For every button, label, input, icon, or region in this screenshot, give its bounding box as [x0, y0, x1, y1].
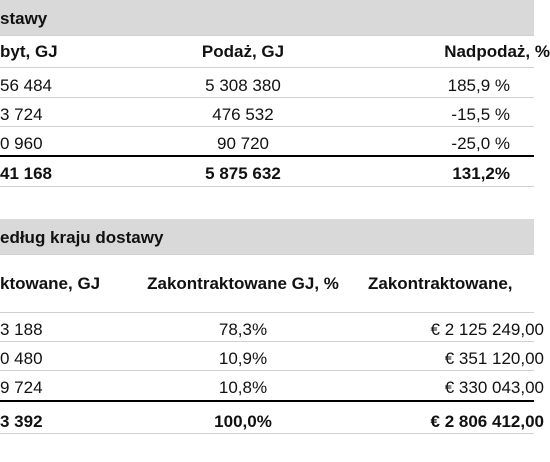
divider	[0, 67, 534, 68]
table2-row2-col1: 0 480	[0, 349, 43, 368]
table2-row1-col1: 3 188	[0, 320, 43, 339]
table2-total-col1: 3 392	[0, 412, 43, 431]
table1-title-band	[0, 0, 534, 35]
table1-row3-col1: 0 960	[0, 134, 43, 153]
divider	[0, 97, 534, 98]
divider	[0, 433, 534, 434]
divider	[0, 254, 534, 255]
table2-row3-col1: 9 724	[0, 378, 43, 397]
table1-total-col1: 41 168	[0, 164, 52, 183]
divider	[0, 186, 534, 187]
table1-header-col1: byt, GJ	[0, 42, 58, 61]
table2-total-col3: € 2 806 412,00	[430, 412, 544, 431]
divider	[0, 35, 534, 36]
table2-row1-col2: 78,3%	[218, 320, 268, 339]
table1-title: stawy	[0, 9, 48, 28]
table2-row2-col2: 10,9%	[218, 349, 268, 368]
total-divider	[0, 400, 534, 402]
divider	[0, 126, 534, 127]
table2-row3-col2: 10,8%	[218, 378, 268, 397]
divider	[0, 341, 534, 342]
table2-row1-col3: € 2 125 249,00	[430, 320, 544, 339]
table1-row1-col3: 185,9 %	[447, 76, 510, 95]
table2-row2-col3: € 351 120,00	[444, 349, 544, 368]
table2-row3-col3: € 330 043,00	[444, 378, 544, 397]
table2-header-col3: Zakontraktowane,	[368, 274, 513, 293]
divider	[0, 312, 534, 313]
table2-title: edług kraju dostawy	[0, 228, 164, 247]
table1-row3-col2: 90 720	[217, 134, 269, 153]
table1-header-col3: Nadpodaż, %	[444, 42, 550, 61]
table2-header-col1: ktowane, GJ	[0, 274, 101, 293]
table1-row2-col3: -15,5 %	[451, 105, 510, 124]
table1-total-col2: 5 875 632	[205, 164, 281, 183]
table2-total-col2: 100,0%	[214, 412, 272, 431]
table1-row2-col1: 3 724	[0, 105, 43, 124]
table1-row3-col3: -25,0 %	[451, 134, 510, 153]
divider	[0, 370, 534, 371]
table1-row2-col2: 476 532	[212, 105, 274, 124]
table1-row1-col1: 56 484	[0, 76, 52, 95]
total-divider	[0, 155, 534, 157]
table2-header-col2: Zakontraktowane GJ, %	[147, 274, 339, 293]
table1-header-col2: Podaż, GJ	[201, 42, 285, 61]
table1-total-col3: 131,2%	[452, 164, 510, 183]
table1-row1-col2: 5 308 380	[205, 76, 281, 95]
